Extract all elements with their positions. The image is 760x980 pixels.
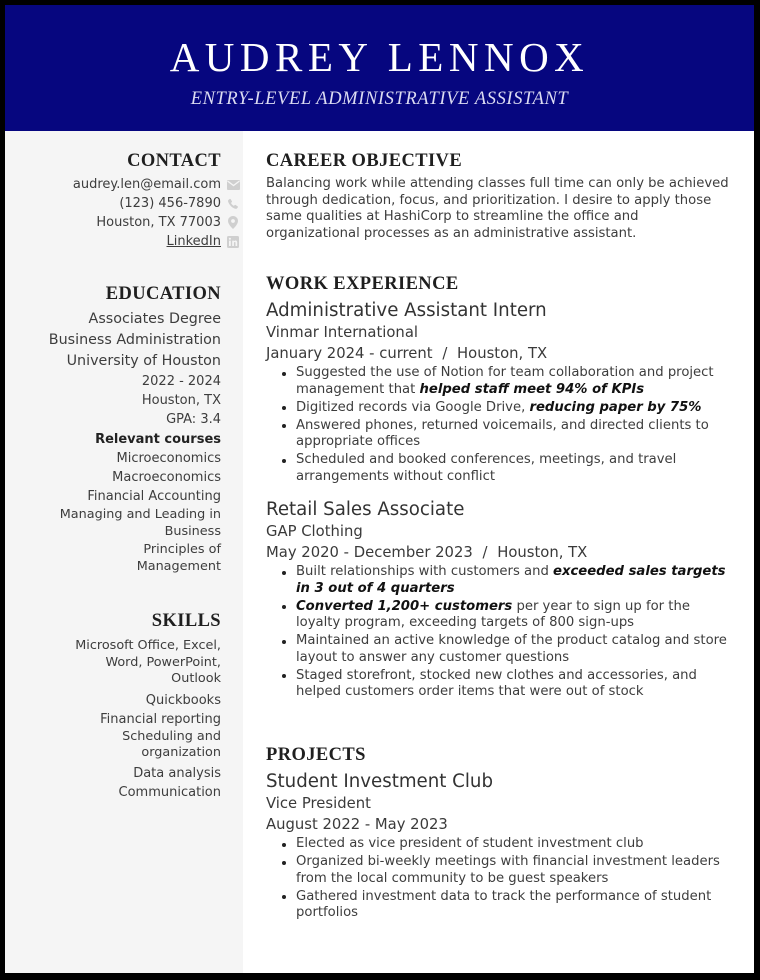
project-role: Vice President — [266, 795, 371, 812]
education-years: 2022 - 2024 — [141, 374, 221, 389]
phone-icon — [226, 197, 240, 211]
location-text: Houston, TX 77003 — [96, 215, 221, 230]
objective-section — [266, 150, 736, 242]
skills-section — [11, 610, 221, 802]
skill-item: Scheduling and organization — [122, 728, 221, 760]
bullet-text: Elected as vice president of student investment club — [296, 836, 644, 851]
bullet-text: Built relationships with customers and — [296, 564, 554, 579]
bullet-text: Gathered investment data to track the performance of student portfolios — [296, 888, 712, 920]
envelope-icon — [226, 178, 240, 192]
bullet-item — [280, 599, 736, 632]
course-item: Microeconomics — [116, 451, 221, 466]
skill-item: Data analysis — [133, 765, 221, 781]
skill-item: Microsoft Office, Excel, Word, PowerPoint, Outlook — [75, 638, 221, 686]
projects-heading: PROJECTS — [266, 745, 366, 765]
project-dates: August 2022 - May 2023 — [266, 816, 448, 833]
contact-section — [11, 150, 221, 251]
bullet-item — [280, 452, 736, 485]
job-dates: May 2020 - December 2023 — [266, 544, 473, 561]
contact-linkedin — [11, 232, 221, 251]
bullet-text: Organized bi-weekly meetings with financial investment leaders from the local community to be guest speakers — [296, 854, 720, 886]
education-major: Business Administration — [48, 332, 221, 348]
experience-section — [266, 273, 736, 702]
project-bullets — [280, 836, 736, 922]
bullet-text: per year to sign up for the loyalty program, exceeding targets of 800 sign-ups — [296, 598, 690, 630]
experience-heading: WORK EXPERIENCE — [266, 274, 459, 294]
education-location: Houston, TX — [141, 393, 221, 408]
job-title: Retail Sales Associate — [266, 499, 465, 520]
objective-text: Balancing work while attending classes full time can only be achieved through dedication, focus, and prioritization. I desire to apply those same qualities at HashiCorp to streamline the office and organizational processes as an administrative assistant. — [266, 176, 729, 241]
bullet-highlight: exceeded sales targets in 3 out of 4 quarters — [296, 564, 726, 596]
candidate-title: ENTRY-LEVEL ADMINISTRATIVE ASSISTANT — [190, 89, 569, 109]
email-text: audrey.len@email.com — [72, 177, 221, 192]
courses-label: Relevant courses — [95, 432, 221, 447]
bullet-text: Scheduled and booked conferences, meetings, and travel arrangements without conflict — [296, 452, 677, 484]
job-entry — [266, 499, 736, 701]
bullet-text: Suggested the use of Notion for team collaboration and project management that — [296, 365, 714, 397]
job-company: GAP Clothing — [266, 523, 363, 540]
bullet-item — [280, 854, 736, 887]
job-company: Vinmar International — [266, 324, 418, 341]
bullet-text: Answered phones, returned voicemails, and directed clients to appropriate offices — [296, 417, 709, 449]
sidebar — [5, 131, 243, 973]
skill-item: Quickbooks — [145, 692, 221, 708]
bullet-item — [280, 836, 736, 853]
bullet-item — [280, 400, 736, 417]
bullet-highlight: reducing paper by 75% — [529, 399, 702, 415]
resume-header — [5, 5, 754, 131]
skill-item: Communication — [118, 784, 221, 800]
bullet-item — [280, 365, 736, 398]
bullet-highlight: helped staff meet 94% of KPIs — [419, 381, 645, 397]
resume-page — [5, 5, 754, 973]
education-degree: Associates Degree — [88, 311, 221, 327]
job-dates: January 2024 - current — [266, 345, 433, 362]
contact-location — [11, 213, 221, 232]
bullet-item — [280, 418, 736, 451]
job-entry — [266, 300, 736, 485]
bullet-item — [280, 889, 736, 922]
bullet-text: Staged storefront, stocked new clothes and accessories, and helped customers order items that were out of stock — [296, 667, 697, 699]
objective-heading: CAREER OBJECTIVE — [266, 151, 463, 171]
bullet-item — [280, 564, 736, 597]
bullet-item — [280, 668, 736, 701]
job-bullets — [280, 564, 736, 701]
contact-heading: CONTACT — [127, 151, 221, 171]
skills-heading: SKILLS — [151, 611, 221, 631]
course-item: Financial Accounting — [87, 489, 221, 504]
linkedin-icon — [226, 235, 240, 249]
course-item: Macroeconomics — [112, 470, 221, 485]
linkedin-link[interactable]: LinkedIn — [166, 234, 221, 249]
contact-phone — [11, 194, 221, 213]
bullet-item — [280, 633, 736, 666]
phone-text: (123) 456-7890 — [119, 196, 221, 211]
job-separator: / — [482, 544, 488, 561]
candidate-name: AUDREY LENNOX — [169, 34, 590, 80]
bullet-highlight: Converted 1,200+ customers — [296, 598, 513, 614]
skill-item: Financial reporting — [100, 711, 221, 727]
education-section — [11, 283, 221, 575]
job-separator: / — [442, 345, 448, 362]
education-heading: EDUCATION — [105, 284, 221, 304]
project-title: Student Investment Club — [266, 771, 493, 792]
job-title: Administrative Assistant Intern — [266, 300, 547, 321]
job-bullets — [280, 365, 736, 485]
bullet-text: Digitized records via Google Drive, — [296, 399, 530, 415]
bullet-text: Maintained an active knowledge of the product catalog and store layout to answer any customer questions — [296, 633, 727, 665]
education-gpa: GPA: 3.4 — [166, 412, 221, 427]
job-dates-location — [266, 343, 736, 364]
project-entry — [266, 771, 736, 922]
map-pin-icon — [226, 216, 240, 230]
education-school: University of Houston — [66, 353, 221, 369]
course-item: Managing and Leading in Business — [59, 507, 221, 539]
projects-section — [266, 744, 736, 923]
job-location: Houston, TX — [497, 544, 588, 561]
job-dates-location — [266, 542, 736, 563]
contact-email — [11, 175, 221, 194]
course-item: Principles of Management — [136, 542, 221, 574]
job-location: Houston, TX — [457, 345, 548, 362]
